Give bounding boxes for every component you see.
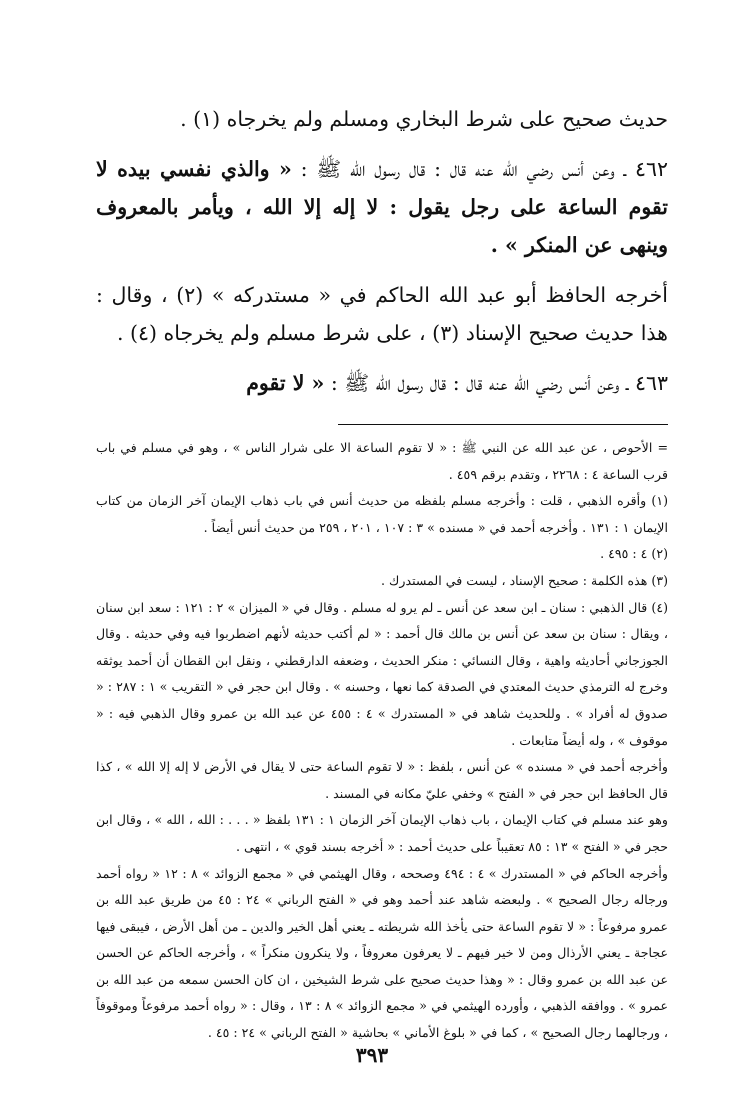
paragraph-hadith-verdict: حديث صحيح على شرط البخاري ومسلم ولم يخرجاه (١) .: [180, 107, 668, 131]
page-number: ٣٩٣: [355, 1043, 389, 1067]
footnote-4-para-muslim: وهو عند مسلم في كتاب الإيمان ، باب ذهاب الإيمان آخر الزمان ١ : ١٣١ بلفظ « . . . : الله ، الله » ، وقال ابن حجر في « الفتح » ١٣ : ٨٥ تعقيباً على حديث أحمد : « أخرجه بسند قوي » ، انتهى .: [96, 812, 669, 854]
footnote-4: (٤) قال الذهبي : سنان ـ ابن سعد عن أنس ـ لم يرو له مسلم . وقال في « الميزان » ٢ : ١٢١ : سعد ابن سنان ، ويقال : سنان بن سعد عن أنس بن مالك قال أحمد : « لم أكتب حديثه لأنهم اضطربوا فيه وفي حديثه . وقال الجوزجاني أحاديثه واهية ، وقال النسائي : منكر الحديث ، وضعفه الدارقطني ، ونقل ابن القطان أن أحمد يوثقه وخرج له الترمذي حديث المعتدي في الصدقة كما نعها ، وحسنه » . وقال ابن حجر في « التقريب » ١ : ٢٨٧ : « صدوق له أفراد » . وللحديث شاهد في « المستدرك » ٤ : ٤٥٥ عن عبد الله بن عمرو وقال الذهبي فيه : « موقوف » ، وله أيضاً متابعات .: [96, 599, 669, 748]
hadith-463-narration: ٤٦٣ ـ وعن أنس رضي الله عنه قال : قال رسول الله ﷺ :: [324, 371, 668, 395]
footnote-divider: [338, 424, 668, 425]
footnote-continuation: = الأحوص ، عن عبد الله عن النبي ﷺ : « لا تقوم الساعة الا على شرار الناس » ، وهو في مسلم في باب قرب الساعة ٤ : ٢٢٦٨ ، وتقدم برقم ٤٥٩ .: [96, 440, 668, 482]
footnote-3: (٣) هذه الكلمة : صحيح الإسناد ، ليست في المستدرك .: [381, 572, 668, 588]
footnote-4-para-ahmad: وأخرجه أحمد في « مسنده » عن أنس ، بلفظ : « لا تقوم الساعة حتى لا يقال في الأرض لا إله إلا الله » ، كذا قال الحافظ ابن حجر في « الفتح » وخفي عليّ مكانه في المسند .: [96, 759, 668, 801]
hadith-463: [96, 364, 668, 402]
main-text: [96, 100, 668, 402]
hadith-463-quote: « لا تقوم: [246, 371, 325, 395]
footnotes: [96, 435, 668, 1047]
hadith-462-quote: « والذي نفسي بيده لا تقوم الساعة على رجل يقول : لا إله إلا الله ، ويأمر بالمعروف وينهى عن المنكر » .: [96, 157, 668, 257]
footnote-1: (١) وأقره الذهبي ، قلت : وأخرجه مسلم بلفظه من حديث أنس في باب ذهاب الإيمان آخر الزمان من كتاب الإيمان ١ : ١٣١ . وأخرجه أحمد في « مسنده » ٣ : ١٠٧ ، ٢٠١ ، ٢٥٩ من حديث أنس أيضاً .: [96, 493, 668, 535]
hadith-462: [96, 150, 668, 264]
paragraph-takhrij: أخرجه الحافظ أبو عبد الله الحاكم في « مستدركه » (٢) ، وقال : هذا حديث صحيح الإسناد (٣) ، على شرط مسلم ولم يخرجاه (٤) .: [96, 283, 668, 345]
hadith-462-narration: ٤٦٢ ـ وعن أنس رضي الله عنه قال : قال رسول الله ﷺ :: [291, 157, 668, 181]
footnote-2: (٢) ٤ : ٤٩٥ .: [600, 546, 668, 562]
footnote-4-para-hakim: وأخرجه الحاكم في « المستدرك » ٤ : ٤٩٤ وصححه ، وقال الهيثمي في « مجمع الزوائد » ٨ : ١٢ « رواه أحمد ورجاله رجال الصحيح » . ولبعضه شاهد عند أحمد وهو في « الفتح الرباني » ٢٤ : ٤٥ من طريق عبد الله بن عمرو مرفوعاً : « لا تقوم الساعة حتى يأخذ الله شريطته ـ يعني أهل الخير والدين ـ من أهل الأرض ، فيبقى فيها عجاجة ـ يعني الأرذال ومن لا خير فيهم ـ لا يعرفون معروفاً ، ولا ينكرون منكراً » ، وأخرجه الحاكم عن الحسن عن عبد الله بن عمرو وقال : « وهذا حديث صحيح على شرط الشيخين ، ان كان الحسن سمعه من عبد الله بن عمرو » . ووافقه الذهبي ، وأورده الهيثمي في « مجمع الزوائد » ٨ : ١٣ ، وقال : « رواه أحمد مرفوعاً وموقوفاً ، ورجالهما رجال الصحيح » ، كما في « بلوغ الأماني » بحاشية « الفتح الرباني » ٢٤ : ٤٥ .: [96, 865, 669, 1041]
